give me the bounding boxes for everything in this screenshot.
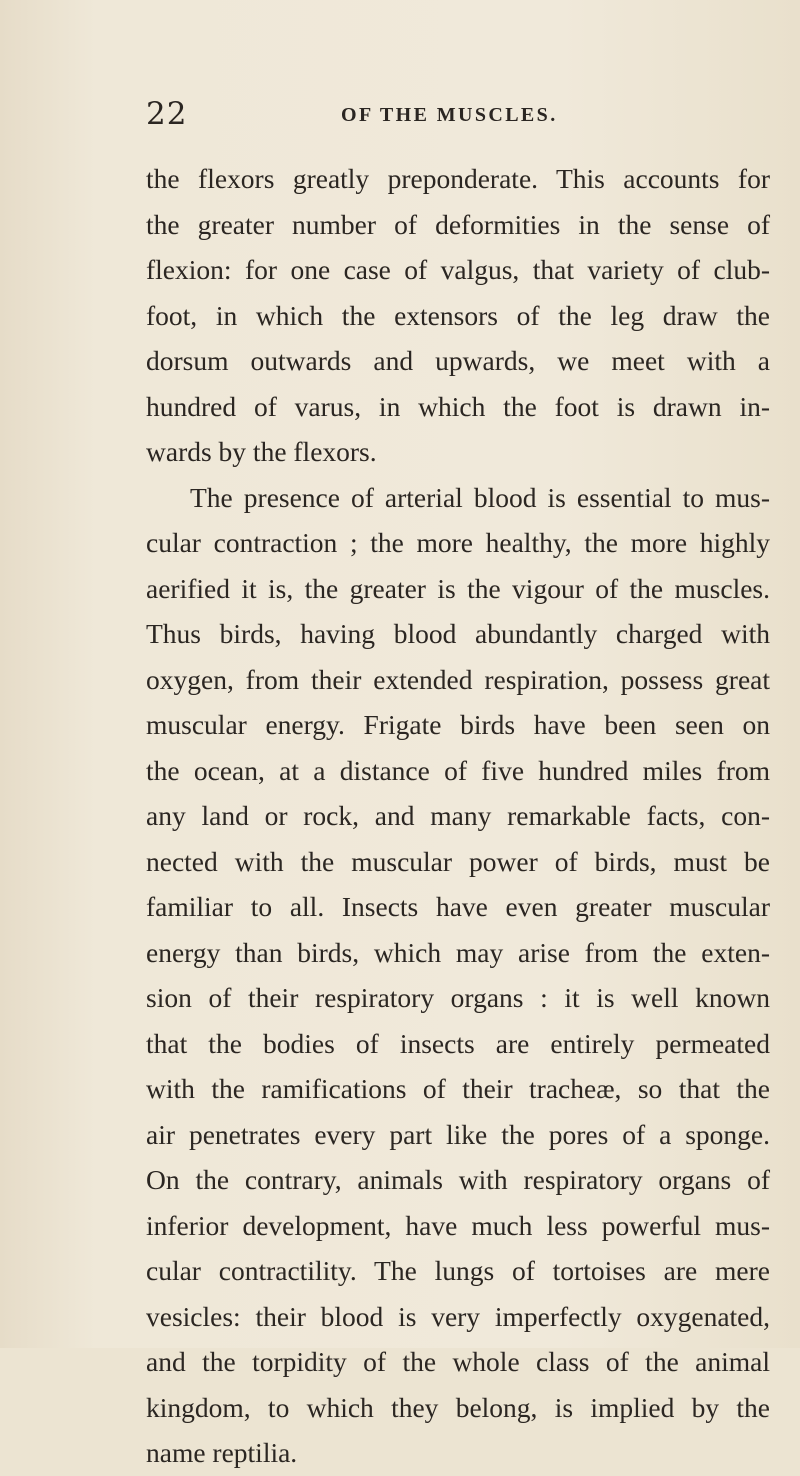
text-line: Thus birds, having blood abundantly charged with: [146, 618, 770, 649]
page-number: 22: [146, 96, 188, 132]
text-line: kingdom, to which they belong, is implied by the: [146, 1391, 770, 1423]
text-line: the flexors greatly preponderate. This accounts for: [146, 163, 770, 194]
text-line: sion of their respiratory organs : it is well known: [146, 982, 770, 1013]
text-line: On the contrary, animals with respiratory organs of: [146, 1164, 770, 1195]
text-line: the greater number of deformities in the sense of: [146, 208, 770, 240]
text-line: vesicles: their blood is very imperfectly oxygenated,: [146, 1300, 770, 1332]
paragraph-start-line: The presence of arterial blood is essential to mus-: [190, 481, 770, 513]
text-line: cular contraction ; the more healthy, the more highly: [146, 527, 770, 558]
paragraph-end-line: wards by the flexors.: [146, 436, 377, 467]
text-line: the ocean, at a distance of five hundred miles from: [146, 754, 770, 786]
text-line: familiar to all. Insects have even greater muscular: [146, 891, 770, 922]
running-head: [146, 96, 766, 144]
text-line: nected with the muscular power of birds, must be: [146, 845, 770, 877]
text-line: aerified it is, the greater is the vigour of the muscles.: [146, 572, 770, 604]
text-line: hundred of varus, in which the foot is drawn in-: [146, 390, 770, 422]
text-line: and the torpidity of the whole class of the animal: [146, 1346, 770, 1377]
text-line: flexion: for one case of valgus, that variety of club-: [146, 254, 770, 285]
text-line: inferior development, have much less powerful mus-: [146, 1209, 770, 1241]
text-line: muscular energy. Frigate birds have been seen on: [146, 709, 770, 740]
text-line: with the ramifications of their tracheæ, so that the: [146, 1073, 770, 1104]
running-title: OF THE MUSCLES.: [341, 104, 558, 126]
text-line: oxygen, from their extended respiration, possess great: [146, 663, 770, 695]
text-line: dorsum outwards and upwards, we meet with a: [146, 345, 770, 376]
text-line: energy than birds, which may arise from the exten-: [146, 936, 770, 968]
text-line: that the bodies of insects are entirely permeated: [146, 1027, 770, 1059]
text-line: any land or rock, and many remarkable facts, con-: [146, 800, 770, 831]
text-line: foot, in which the extensors of the leg draw the: [146, 299, 770, 331]
text-line: cular contractility. The lungs of tortoises are mere: [146, 1255, 770, 1286]
body-text: [146, 156, 770, 1476]
text-line: air penetrates every part like the pores of a sponge.: [146, 1118, 770, 1150]
paragraph-end-line: name reptilia.: [146, 1437, 298, 1468]
